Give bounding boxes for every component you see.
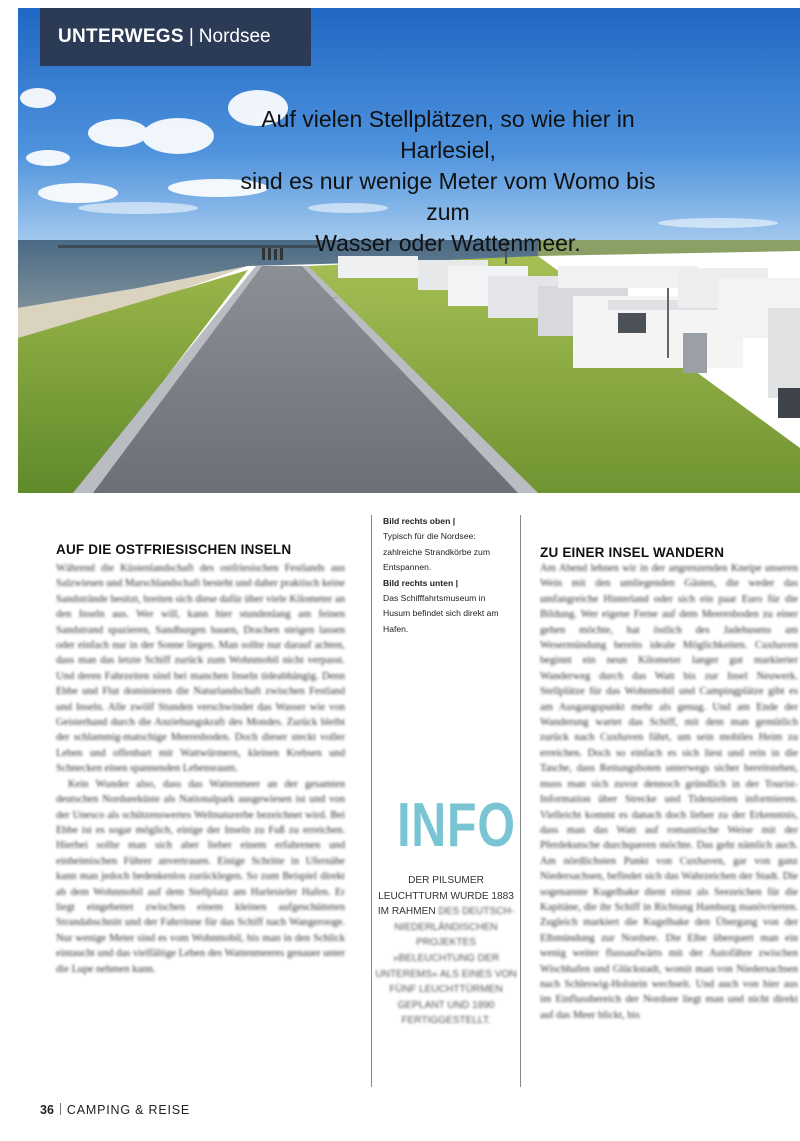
- info-box-title: INFO: [397, 791, 516, 860]
- section-tag-separator: |: [188, 26, 194, 47]
- section-tag: [40, 8, 311, 66]
- page-number: 36: [40, 1103, 54, 1117]
- section-tag-main: UNTERWEGS: [58, 26, 184, 47]
- footer-divider: [60, 1103, 61, 1115]
- column-divider-left: [371, 515, 372, 1087]
- magazine-name: CAMPING & REISE: [66, 1103, 191, 1117]
- info-box-text-faded: DES DEUTSCH-NIEDERLÄNDISCHEN PROJEKTES »BELEUCHTUNG DER UNTEREMS« ALS EINES VON FÜNF LEUCHTTÜRMEN GEPLANT UND 1890 FERTIGGESTELLT.: [375, 906, 517, 1027]
- paragraph: Kein Wunder also, dass das Wattenmeer an der gesamten deutschen Nordseeküste als Nationalpark ausgewiesen ist und von der Unesco als schützenswertes Weltnaturerbe bezeichnet wird. Bei Ebbe ist es sogar möglich, einige der Inseln zu Fuß zu erreichen. Hierbei sollte man sich aber lieber einem erfahrenen und einheimischen Führer anvertrauen. Einige Schritte in Ufernähe kann man jedoch bedenkenlos zurücklegen. So zum Beispiel direkt ab dem Wohnmobil auf dem Stellplatz am Harlesieler Hafen. Er liegt eingebettet zwischen einem kleinen aufgeschütteten Strandabschnitt und der Fahrrinne für das Schiff nach Wangerooge. Nur wenige Meter sind es vom Wohnmobil, bis man in den Schlick eintaucht und das vielfältige Leben des Wattenmeeres genauer unter die Lupe nehmen kann.: [56, 778, 345, 975]
- left-column-heading: AUF DIE OSTFRIESISCHEN INSELN: [56, 542, 292, 557]
- paragraph: Am Abend lehnen wir in der angrenzenden Kneipe unseren Wein mit den umliegenden Gästen, die weder das umfangreiche Hinterland oder sich ein paar Euro für die Bildung. Wer eigene Ferne auf dem Meeresboden zu einer gehen möchte, hat östlich des Jadebusens am Wesermündung bereits ideale Möglichkeiten. Cuxhaven beginnt ein neun Kilometer langer gut markierter Wanderweg durch das Watt bis zur Insel Neuwerk. Stellplätze für das Wohnmobil und Campingplätze gibt es am Ausgangspunkt mehr als genug. Und am Ende der Wanderung wartet das Schiff, mit dem man gemütlich zurück nach Cuxhaven fährt, um sein mobiles Heim zu erreichen. Doch so einfach es sich liest und rein in die Tasche, dass Rettungsboten unterwegs sicher bereitstehen, muss man sich zuvor dennoch gründlich in der Tourist-Information über Strecke und Tidenzeiten informieren. Vielleicht kommt es danach doch lieber zu der Erkenntnis, dass man das Watt auf romantische Weise mit der Pferdekutsche durchqueren möchte. Das geht nämlich auch. Am nördlichsten Punkt von Cuxhaven, gar von ganz Niedersachsen, befindet sich das Wahrzeichen der Stadt. Die sogenannte Kugelbake dient einst als Seezeichen für die Kapitäne, die ihr Schiff in Richtung Hamburg manövrierten. Zugleich markiert die Kugelbake den Übergang von der Elbmündung zur Nordsee. Die Elbe überquert man ein wenig weiter flussaufwärts mit der Autofähre zwischen Wischhafen und Glückstadt, womit man von Niedersachsen nach Schleswig-Holstein wechselt. Und auch von hier aus im Einflussbereich der Nordsee liegt man und nicht direkt auf das Meer blickt, bis: [540, 563, 798, 1021]
- photo-note-heading: Bild rechts unten |: [383, 577, 458, 588]
- right-column-body: [540, 561, 798, 1089]
- photo-note-heading: Bild rechts oben |: [383, 516, 456, 526]
- left-column-body: [56, 561, 345, 1089]
- caption-line: sind es nur wenige Meter vom Womo bis zum: [240, 168, 656, 225]
- section-tag-region: Nordsee: [198, 26, 271, 47]
- right-column-heading: ZU EINER INSEL WANDERN: [540, 545, 725, 560]
- photo-caption: [218, 104, 678, 259]
- photo-note-text: Das Schifffahrtsmuseum in Husum befindet sich direkt am Hafen.: [383, 593, 499, 634]
- info-box-text-clear: DER PILSUMER LEUCHTTURM WURDE 1883 IM RAHMEN: [377, 875, 514, 918]
- photo-notes: [383, 514, 513, 637]
- paragraph: Während die Küstenlandschaft des ostfriesischen Festlands aus Salzwiesen und Marschlandschaft besteht und daher praktisch keine Sandstrände besitzt, breiten sich diese dafür über viele Kilometer an den Inseln aus. Wer will, kann hier stundenlang am feinen Sandstrand spazieren, Sandburgen bauen, Drachen steigen lassen oder einfach nur in der Sonne liegen. Man sollte nur darauf achten, dass man das letzte Schiff zurück zum Wohnmobil nicht verpasst. Und deren Fahrzeiten sind bei manchen Inseln tideabhängig. Denn Ebbe und Flut dominieren die Naturlandschaft zwischen Festland und Inseln. Alle zwölf Stunden verschwindet das Wasser wie von Geisterhand durch die Anziehungskraft des Mondes. Zurück bleibt der schlammig-matschige Meeresboden. Doch dieser steckt voller Leben und offenbart mit Wattwürmern, kleinen Krebsen und Schnecken einen spannenden Lebensraum.: [56, 563, 345, 775]
- photo-note-text: Typisch für die Nordsee: zahlreiche Strandkörbe zum Entspannen.: [383, 531, 490, 573]
- caption-line: Wasser oder Wattenmeer.: [315, 230, 581, 256]
- column-divider-right: [520, 515, 521, 1087]
- caption-line: Auf vielen Stellplätzen, so wie hier in Harlesiel,: [261, 106, 635, 163]
- info-box-text: [375, 873, 517, 1029]
- page-footer: [40, 1103, 190, 1117]
